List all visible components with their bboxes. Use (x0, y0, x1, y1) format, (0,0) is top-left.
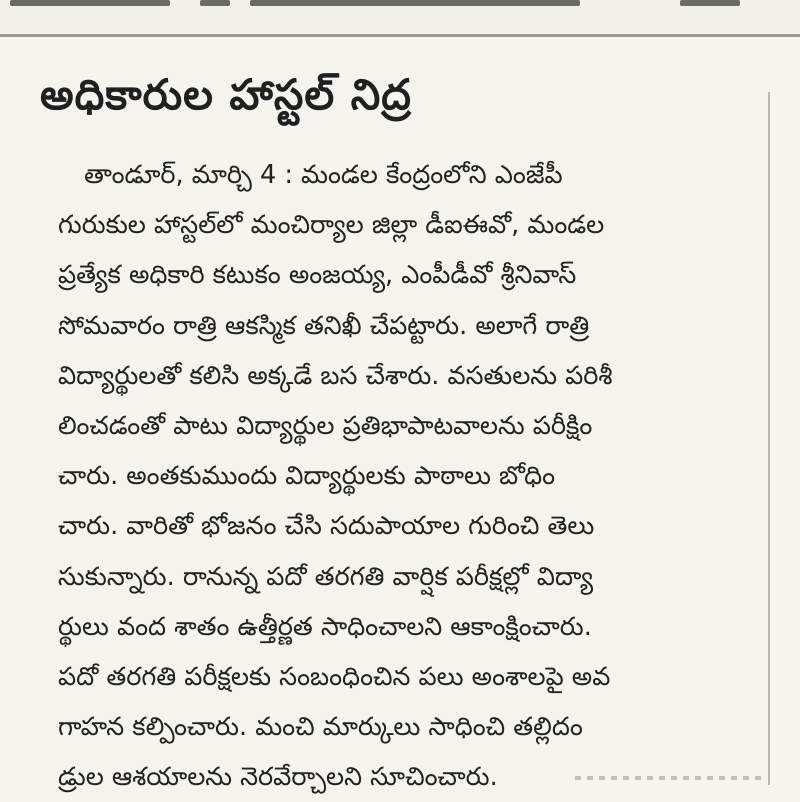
article-line: లించడంతో పాటు విద్యార్థుల ప్రతిభాపాటవాలను పరీక్షిం (58, 410, 593, 441)
article-line: చారు. వారితో భోజనం చేసి సదుపాయాల గురించి తెలు (58, 511, 595, 542)
cut-off-text (680, 0, 740, 6)
article-line: డ్రుల ఆశయాలను నెరవేర్చాలని సూచించారు. (58, 762, 498, 793)
article-line: గాహన కల్పించారు. మంచి మార్కులు సాధించి తల్లిదం (58, 712, 583, 743)
article-line: ర్థులు వంద శాతం ఉత్తీర్ణత సాధించాలని ఆకాంక్షించారు. (58, 611, 592, 642)
column-divider (768, 92, 770, 785)
article-line: గురుకుల హాస్టల్‌లో మంచిర్యాల జిల్లా డీఐఈవో, మండల (58, 210, 605, 241)
cut-off-text (200, 0, 230, 6)
article-line: తాండూర్, మార్చి 4 : మండల కేంద్రంలోని ఎంజేపీ (84, 160, 563, 190)
article-line: విద్యార్థులతో కలిసి అక్కడే బస చేశారు. వసతులను పరిశీ (58, 360, 613, 391)
article-line: సుకున్నారు. రానున్న పదో తరగతి వార్షిక పరీక్షల్లో విద్యా (58, 561, 594, 592)
article-body (58, 150, 758, 802)
article-line: పదో తరగతి పరీక్షలకు సంబంధించిన పలు అంశాలపై అవ (58, 661, 611, 692)
article-line: చారు. అంతకుముందు విద్యార్థులకు పాఠాలు బోధిం (58, 461, 556, 492)
cut-off-text (10, 0, 170, 6)
next-article-edge (575, 776, 765, 780)
previous-article-strip (0, 0, 800, 37)
article-line: సోమవారం రాత్రి ఆకస్మిక తనిఖీ చేపట్టారు. అలాగే రాత్రి (58, 310, 590, 341)
article-line: ప్రత్యేక అధికారి కటుకం అంజయ్య, ఎంపీడీవో శ్రీనివాస్ (58, 260, 577, 291)
article-headline: అధికారుల హాస్టల్ నిద్ర (40, 70, 412, 119)
cut-off-text (250, 0, 580, 6)
